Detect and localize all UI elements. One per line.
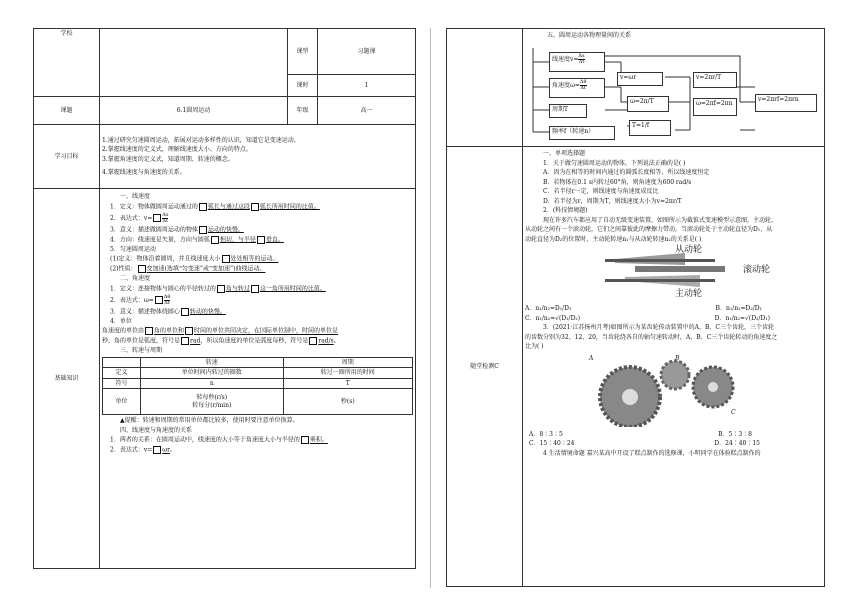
course-type-value: 习题课 <box>318 29 416 75</box>
topic-label: 课题 <box>34 97 100 125</box>
formula-T-1f: T=1/f <box>629 120 671 136</box>
q1-option-c: C．若半径r一定，则线速度与角速度成反比 <box>543 188 659 195</box>
goals-label: 学习目标 <box>34 125 100 189</box>
box-frequency: 频率f（转速n） <box>549 126 615 140</box>
row-label: 定义 <box>103 368 141 379</box>
gear-b-label: B <box>675 354 680 362</box>
question-2-text: 动轮直径为D₂的位置时，主动轮转速n₁与从动轮转速n₂的关系是( ) <box>525 235 702 243</box>
grade-value: 高一 <box>318 97 416 125</box>
diagram-label-cell <box>447 29 523 147</box>
basics-label: 基础知识 <box>34 189 100 569</box>
q1-option-b: B．若物体在0.1 s内转过60°角，则角速度为600 rad/s <box>543 178 692 186</box>
goal-item: 4.掌握线速度与角速度的关系。 <box>102 169 186 176</box>
angular-formula: 2．表达式：ω= $\frac{\Delta\theta}{\Delta t}$ <box>110 293 171 306</box>
formula-w-2pi-T: ω=2π/T <box>627 96 669 112</box>
unit-title: 4．单位 <box>110 317 132 325</box>
linear-meaning: 3．意义：描述做圆周运动的物体 运动的快慢。 <box>110 226 244 233</box>
q1-option-a: A．因为在相等的时间内通过的圆弧长度相等，所以线速度恒定 <box>543 169 710 176</box>
q1-option-d: D．若半径为r，周期为T，则线速度大小为v=2πr/T <box>543 197 682 205</box>
formula-v-2pir-T: v=2πr/T <box>693 72 737 88</box>
gear-drawing <box>595 354 745 427</box>
lesson-plan-table <box>33 28 416 569</box>
section-title: 一、线速度 <box>120 193 151 200</box>
row-label: 单位 <box>103 389 141 415</box>
linear-direction: 4．方向：线速度是矢量，方向与圆弧 相切，与半径 垂直。 <box>110 236 284 243</box>
box-linear-speed: 线速度v= $\frac{\Delta s}{\Delta t}$ <box>549 52 605 72</box>
speed-period-table <box>102 357 413 416</box>
school-label: 学校 <box>34 29 100 97</box>
question-3-text: 3．(2021·江苏扬州月考)如图所示为某齿轮传动装置中的A、B、C三个齿轮，三个齿轮 <box>543 324 775 331</box>
col-header: 转速 <box>141 357 284 368</box>
row-label: 符号 <box>103 378 141 389</box>
period-value: 1 <box>318 75 416 97</box>
diagram-canvas <box>525 42 822 142</box>
box-period: 周期T <box>549 104 587 118</box>
uniform-title: 5．匀速圆周运动 <box>110 245 156 253</box>
goals-list <box>100 125 416 189</box>
table-cell: 秒(s) <box>283 389 412 415</box>
relation-diagram <box>523 29 825 147</box>
diagram-title: 五、圆周运动各物理量间的关系 <box>547 32 632 39</box>
unit-text-1: 角速度的单位由 角的单位和 时间的单位共同决定，在国际单位制中，时间的单位是 <box>102 327 339 335</box>
question-1: 1．关于做匀速圆周运动的物体，下列说法正确的是( ) <box>543 159 686 167</box>
question-2-text: 从动轮之间有一个滚动轮，它们之间靠彼此的摩擦力带动。当滚动轮处于主动轮直径为D₁、从 <box>525 226 773 233</box>
section-title: 三、转速与周期 <box>120 347 163 354</box>
cone-drawing <box>605 247 735 299</box>
goal-item: 2.掌握线速度的定义式，理解线速度大小、方向的特点。 <box>102 146 252 153</box>
check-content <box>523 147 825 587</box>
goal-item: 3.掌握角速度的定义式，知道周期、转速的概念。 <box>102 155 234 163</box>
exercise-table <box>446 28 825 587</box>
question-2-text: 现在许多汽车都应用了自动无级变速装置，如图所示为截锥式变速模型示意图，主动轮、 <box>543 216 778 224</box>
q2-option-d: D．n₁/n₂=√(D₂/D₁) <box>714 314 770 322</box>
q2-option-c: C．n₁/n₂=√(D₁/D₂) <box>525 314 581 322</box>
section-title: 四、线速度与角速度的关系 <box>120 426 193 434</box>
question-3-text: 的齿数分别为32、12、20，当齿轮绕各自的轴匀速转动时，A、B、C三个齿轮转动的角速度之 <box>525 333 778 341</box>
q3-option-c: C．15∶40∶24 <box>529 440 575 447</box>
gear-a-label: A <box>589 354 594 362</box>
linear-formula: 2．表达式：v= $\frac{\Delta s}{\Delta t}$ <box>110 211 169 224</box>
q2-options-row1 <box>525 305 822 313</box>
formula-w-2pif: ω=2πf=2πn <box>693 98 737 116</box>
q3-option-b: B．5∶3∶8 <box>718 430 752 438</box>
table-cell: 转过一圈所用的时间 <box>283 368 412 379</box>
q2-option-a: A．n₁/n₂=D₁/D₂ <box>525 305 572 312</box>
question-2-tag: 2．(科技情境题) <box>543 207 588 214</box>
grade-label: 年级 <box>288 97 318 125</box>
lesson-plan-page <box>33 28 415 568</box>
topic-value: 6.1圆周运动 <box>100 97 288 125</box>
school-value <box>100 29 288 97</box>
table-cell: 单位时间内转过的圈数 <box>141 368 284 379</box>
table-cell: 转每秒(r/s) 转每分(r/min) <box>141 389 284 415</box>
basics-content <box>100 189 416 569</box>
page-divider <box>430 28 431 588</box>
label-roller-wheel: 滚动轮 <box>743 265 771 275</box>
q3-options-row2 <box>525 440 822 448</box>
angular-def: 1．定义：连接物体与圆心的半径转过的 角与转过 这一角所用时间的比值。 <box>110 285 326 292</box>
gear-c-label: C <box>731 408 736 416</box>
label-driven-wheel: 从动轮 <box>675 245 703 255</box>
formula-v-wr: v=ωr <box>617 72 663 86</box>
section-title: 一、单项选择题 <box>543 150 586 157</box>
course-type-label: 课型 <box>288 29 318 75</box>
exercise-page <box>446 28 825 588</box>
formula-v-2pirf: v=2πrf=2πrn <box>755 94 817 112</box>
col-header: 周期 <box>283 357 412 368</box>
goal-item: 1.通过研究匀速圆周运动，拓展对运动多样性的认识，知道它是变速运动。 <box>102 136 300 144</box>
cone-figure <box>525 245 822 303</box>
tip-text: ▲提醒：转速和周期的常用单位都比较多，使用时要注意单位换算。 <box>120 417 299 424</box>
question-4-text: 4 生活情境命题 嘉兴某高中开设了糕点制作的选修课，小明同学在体验糕点制作的 <box>543 449 761 457</box>
q2-option-b: B．n₁/n₂=D₂/D₁ <box>715 305 762 312</box>
check-label: 随堂检测C <box>447 147 523 587</box>
label-driver-wheel: 主动轮 <box>675 289 703 299</box>
table-cell: n <box>141 378 284 389</box>
q3-option-a: A．8∶3∶5 <box>529 430 563 438</box>
q2-options-row2 <box>525 315 822 323</box>
relation-def: 1．两者的关系：在圆周运动中，线速度的大小等于角速度大小与半径的 乘积。 <box>110 436 328 444</box>
q3-option-d: D．24∶40∶15 <box>714 440 760 447</box>
period-label: 课时 <box>288 75 318 97</box>
q3-options-row1 <box>525 431 822 439</box>
question-3-text: 比为( ) <box>525 343 544 350</box>
angular-meaning: 3．意义：描述物体绕圆心 转动的快慢。 <box>110 308 226 315</box>
uniform-def: (1)定义：物体沿着圆周，并且线速度大小 处处相等的运动。 <box>110 255 279 263</box>
relation-formula: 2．表达式：v= ωr。 <box>110 446 177 454</box>
linear-def: 1．定义：物体做圆周运动通过的 弧长与通过这段 弧长所用时间的比值。 <box>110 203 320 210</box>
unit-text-2: 秒，角的单位是弧度，符号是 rad，所以角速度的单位是弧度每秒，符号是 rad/s。 <box>102 337 340 345</box>
section-title: 二、角速度 <box>120 275 151 282</box>
gear-figure <box>525 353 822 429</box>
uniform-nature: (2)性质： 变加速(选填“匀变速”或“变加速”)曲线运动。 <box>110 265 266 273</box>
table-cell: T <box>283 378 412 389</box>
box-angular-speed: 角速度ω= $\frac{\Delta\theta}{\Delta t}$ <box>549 78 605 98</box>
